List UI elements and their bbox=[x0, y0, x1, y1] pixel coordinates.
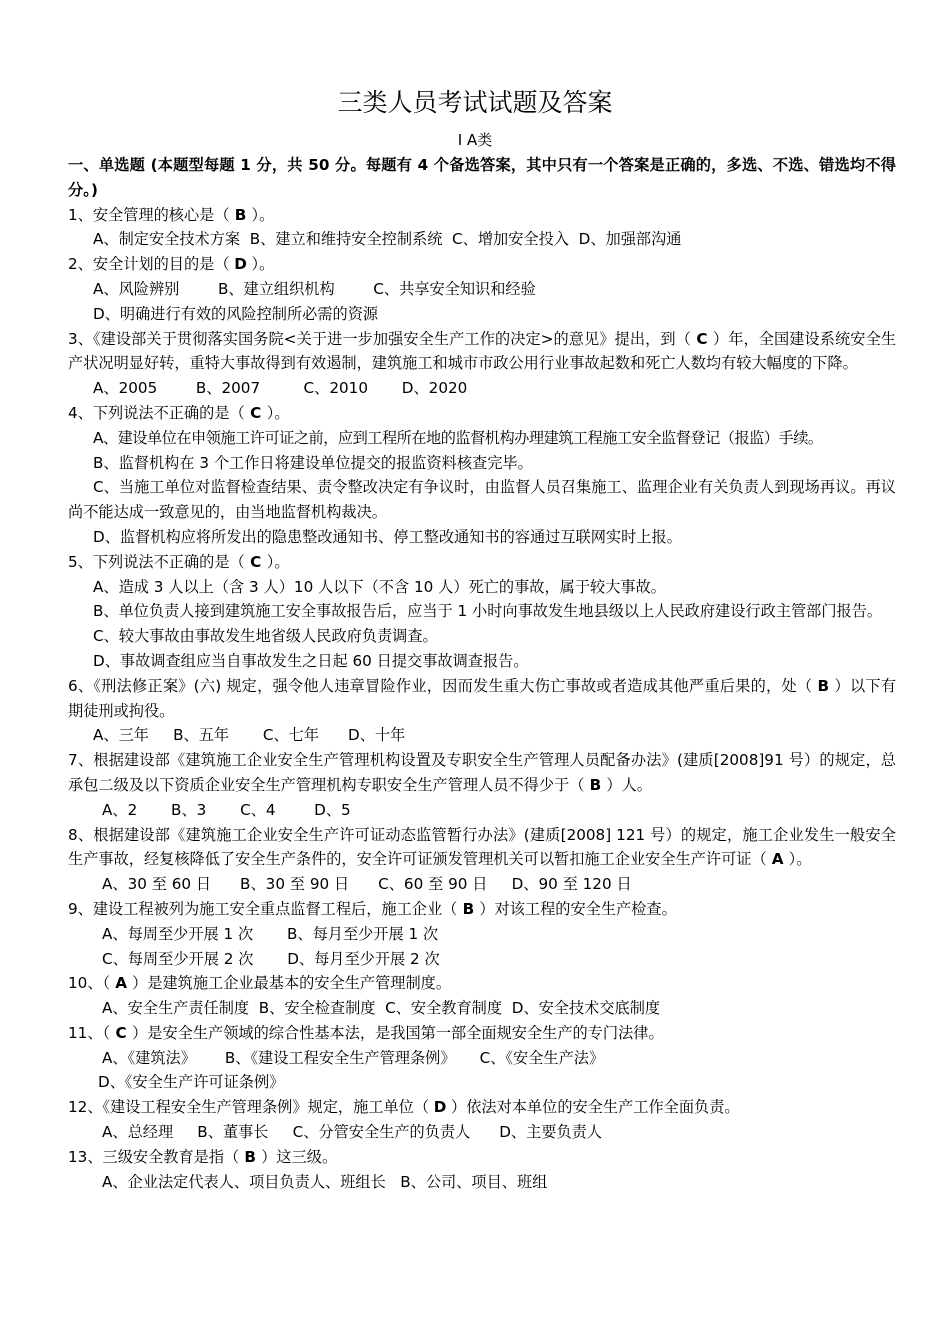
question-text: 1、安全管理的核心是（ bbox=[68, 205, 230, 224]
options-line: A、制定安全技术方案 B、建立和维持安全控制系统 C、增加安全投入 D、加强部沟通 bbox=[93, 230, 682, 249]
option-c: C、较大事故由事故发生地省级人民政府负责调查。 bbox=[93, 627, 438, 646]
question-13 bbox=[68, 1145, 896, 1170]
question-text: 8、根据建设部《建筑施工企业安全生产许可证动态监管暂行办法》(建质[2008] 121 号）的规定，施工企业发生一般安全生产事故，经复核降低了安全生产条件的，安全许可证颁发管理机关可以暂扣施工企业安全生产许可证（ bbox=[68, 825, 896, 869]
question-2 bbox=[68, 252, 896, 277]
question-text-end: ）是安全生产领域的综合性基本法，是我国第一部全面规安全生产的专门法律。 bbox=[132, 1023, 664, 1042]
question-10 bbox=[68, 971, 896, 996]
options-line: A、风险辨别 B、建立组织机构 C、共享安全知识和经验 bbox=[93, 279, 536, 298]
answer-mark: D bbox=[433, 1098, 447, 1117]
question-text: 5、下列说法不正确的是（ bbox=[68, 552, 245, 571]
question-3 bbox=[68, 327, 896, 377]
document-body bbox=[68, 153, 896, 1194]
question-text: 11、（ bbox=[68, 1023, 111, 1042]
option-c: C、当施工单位对监督检查结果、责令整改决定有争议时，由监督人员召集施工、监理企业有关负责人到现场再议。再议尚不能达成一致意见的，由当地监督机构裁决。 bbox=[68, 478, 896, 522]
options-line: D、《安全生产许可证条例》 bbox=[98, 1073, 285, 1092]
question-8 bbox=[68, 823, 896, 873]
option-b: B、监督机构在 3 个工作日将建设单位提交的报监资料核查完毕。 bbox=[93, 453, 533, 472]
answer-mark: C bbox=[250, 403, 262, 422]
options-line: A、2005 B、2007 C、2010 D、2020 bbox=[93, 379, 468, 398]
question-text: 7、根据建设部《建筑施工企业安全生产管理机构设置及专职安全生产管理人员配备办法》(建质[2008]91 号）的规定，总承包二级及以下资质企业安全生产管理机构专职安全生产管理人员不得少于（ bbox=[68, 751, 896, 794]
option-d: D、监督机构应将所发出的隐患整改通知书、停工整改通知书的容通过互联网实时上报。 bbox=[93, 527, 682, 546]
page-subtitle: Ⅰ A类 bbox=[457, 131, 493, 149]
options-line: A、总经理 B、董事长 C、分管安全生产的负责人 D、主要负责人 bbox=[102, 1123, 603, 1142]
answer-mark: B bbox=[234, 205, 247, 224]
question-text-end: ）对该工程的安全生产检查。 bbox=[479, 899, 677, 918]
answer-mark: B bbox=[817, 676, 830, 695]
question-text-end: ）是建筑施工企业最基本的安全生产管理制度。 bbox=[132, 974, 452, 993]
question-text: 13、三级安全教育是指（ bbox=[68, 1147, 240, 1166]
question-text: 4、下列说法不正确的是（ bbox=[68, 403, 245, 422]
answer-mark: B bbox=[244, 1147, 256, 1166]
option-d: D、事故调查组应当自事故发生之日起 60 日提交事故调查报告。 bbox=[93, 651, 529, 670]
question-text-end: ）。 bbox=[251, 205, 275, 224]
answer-mark: B bbox=[589, 775, 602, 794]
options-line: A、企业法定代表人、项目负责人、班组长 B、公司、项目、班组 bbox=[102, 1172, 548, 1191]
option-b: B、单位负责人接到建筑施工安全事故报告后，应当于 1 小时向事故发生地县级以上人民政府建设行政主管部门报告。 bbox=[93, 602, 883, 621]
options-line: A、每周至少开展 1 次 B、每月至少开展 1 次 bbox=[102, 924, 439, 943]
options-line: A、安全生产责任制度 B、安全检查制度 C、安全教育制度 D、安全技术交底制度 bbox=[102, 999, 661, 1018]
question-12 bbox=[68, 1095, 896, 1120]
question-text-end: ）年，全国建设系统安全生产状况明显好转，重特大事故得到有效遏制，建筑施工和城市市政公用行业事故起数和死亡人数均有较大幅度的下降。 bbox=[68, 329, 897, 373]
section-heading: 一、单选题 (本题型每题 1 分，共 50 分。每题有 4 个备选答案，其中只有一个答案是正确的，多选、不选、错选均不得分。) bbox=[68, 156, 896, 199]
question-9 bbox=[68, 897, 896, 922]
question-text-end: ）以下有期徒刑或拘役。 bbox=[68, 676, 897, 720]
options-line: A、三年 B、五年 C、七年 D、十年 bbox=[93, 726, 406, 745]
question-text: 2、安全计划的目的是（ bbox=[68, 255, 230, 274]
question-text-end: ）。 bbox=[251, 255, 275, 274]
question-1 bbox=[68, 203, 896, 228]
question-5 bbox=[68, 550, 896, 575]
question-7 bbox=[68, 748, 896, 798]
answer-mark: D bbox=[234, 255, 247, 274]
answer-mark: C bbox=[115, 1023, 127, 1042]
answer-mark: B bbox=[462, 899, 475, 918]
question-text-end: ）人。 bbox=[606, 775, 652, 794]
page-title: 三类人员考试试题及答案 bbox=[337, 88, 613, 117]
answer-mark: A bbox=[115, 974, 127, 993]
question-4 bbox=[68, 401, 896, 426]
question-text-end: ）依法对本单位的安全生产工作全面负责。 bbox=[451, 1098, 740, 1117]
question-text: 9、建设工程被列为施工安全重点监督工程后，施工企业（ bbox=[68, 899, 458, 918]
options-line: A、《建筑法》 B、《建设工程安全生产管理条例》 C、《安全生产法》 bbox=[102, 1048, 605, 1067]
question-text: 10、（ bbox=[68, 974, 111, 993]
option-a: A、建设单位在申领施工许可证之前，应到工程所在地的监督机构办理建筑工程施工安全监督登记（报监）手续。 bbox=[93, 428, 823, 447]
question-11 bbox=[68, 1021, 896, 1046]
options-line: C、每周至少开展 2 次 D、每月至少开展 2 次 bbox=[102, 949, 440, 968]
question-text-end: ）。 bbox=[788, 850, 812, 869]
answer-mark: A bbox=[771, 850, 784, 869]
options-line: A、2 B、3 C、4 D、5 bbox=[102, 800, 351, 819]
answer-mark: C bbox=[250, 552, 262, 571]
options-line: A、30 至 60 日 B、30 至 90 日 C、60 至 90 日 D、90 至 120 日 bbox=[102, 875, 632, 894]
question-text: 6、《刑法修正案》(六) 规定，强令他人违章冒险作业，因而发生重大伤亡事故或者造成其他严重后果的，处（ bbox=[68, 676, 813, 695]
options-line: D、明确进行有效的风险控制所必需的资源 bbox=[93, 304, 379, 323]
answer-mark: C bbox=[696, 329, 708, 348]
question-text-end: ）。 bbox=[266, 552, 290, 571]
question-text-end: ）这三级。 bbox=[261, 1147, 338, 1166]
option-a: A、造成 3 人以上（含 3 人）10 人以下（不含 10 人）死亡的事故，属于较大事故。 bbox=[93, 577, 666, 596]
question-text: 3、《建设部关于贯彻落实国务院<关于进一步加强安全生产工作的决定>的意见》提出，到（ bbox=[68, 329, 691, 348]
question-6 bbox=[68, 674, 896, 724]
question-text-end: ）。 bbox=[266, 403, 290, 422]
question-text: 12、《建设工程安全生产管理条例》规定，施工单位（ bbox=[68, 1098, 430, 1117]
